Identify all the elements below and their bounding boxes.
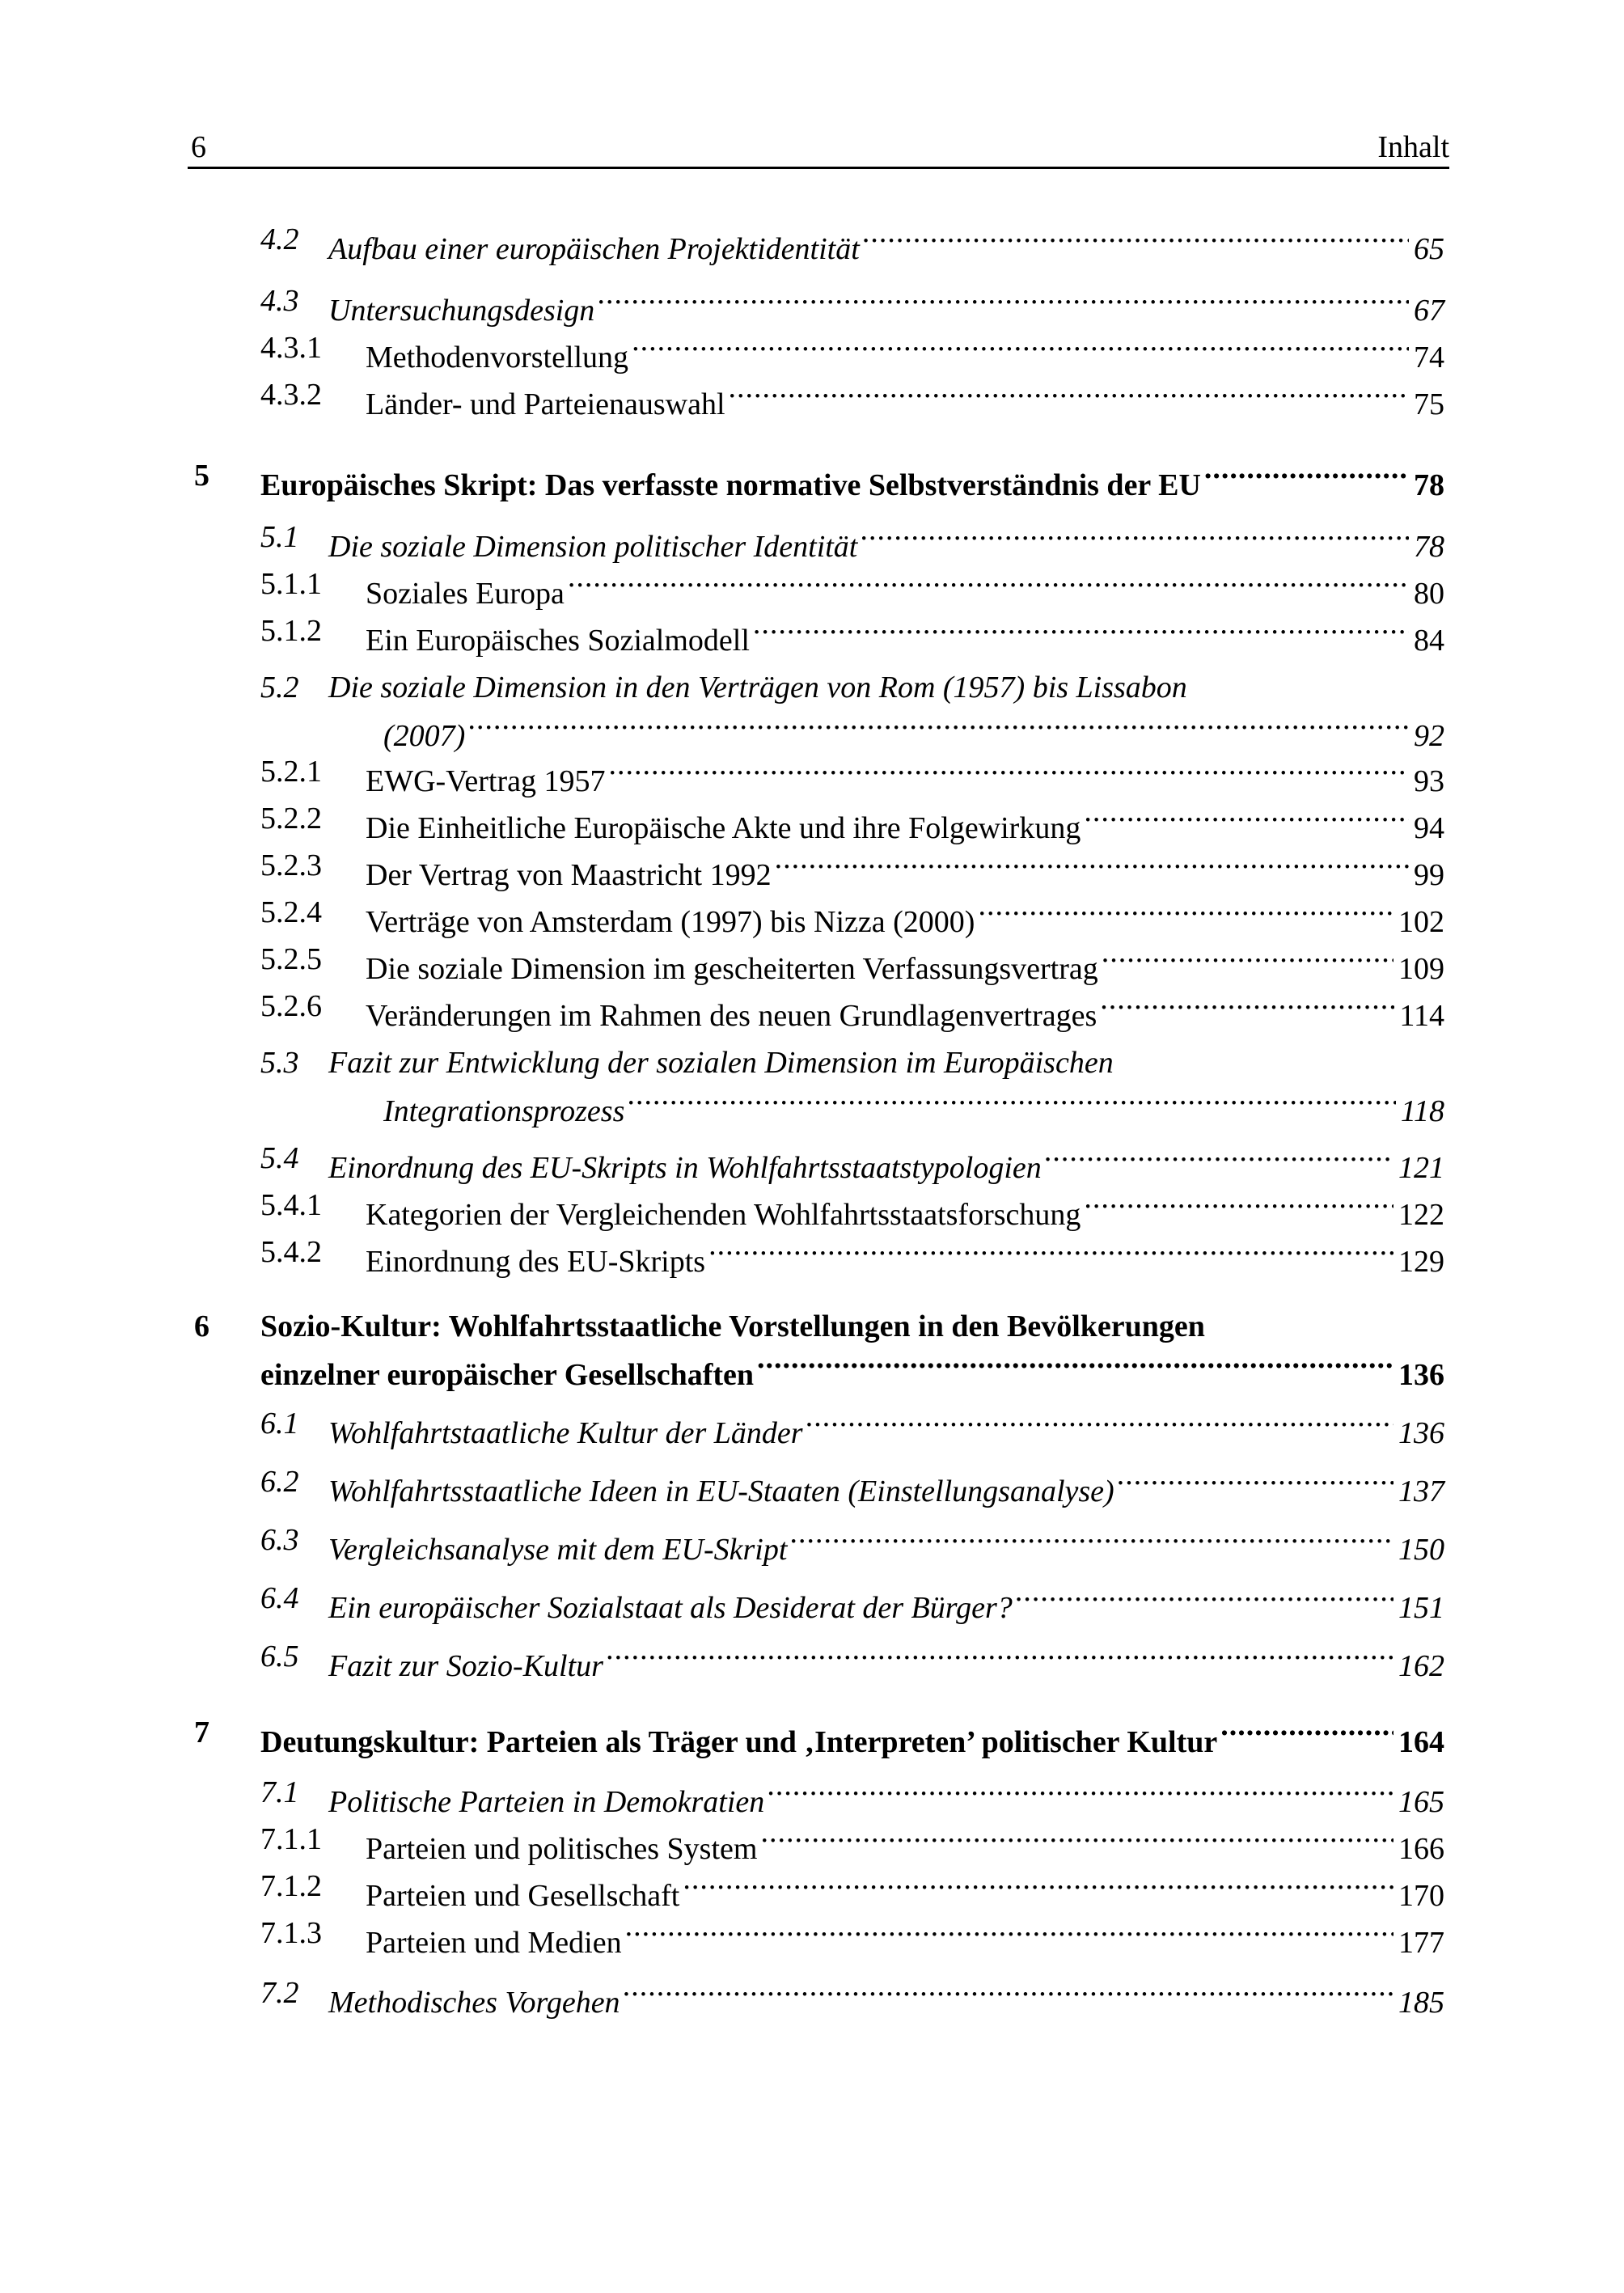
toc-title: Verträge von Amsterdam (1997) bis Nizza (2000) [366, 905, 975, 939]
toc-page: 75 [1414, 387, 1444, 421]
toc-entry-4-3-2[interactable] [366, 375, 1444, 424]
toc-page: 80 [1414, 577, 1444, 611]
toc-number-6-4: 6.4 [260, 1581, 299, 1615]
toc-number-4-3-2: 4.3.2 [260, 378, 322, 412]
toc-page: 94 [1414, 811, 1444, 845]
toc-title-line1: Fazit zur Entwicklung der sozialen Dimension im Europäischen [328, 1046, 1114, 1080]
toc-title: Parteien und Medien [366, 1926, 622, 1960]
dot-leader [861, 518, 1409, 556]
toc-page: 165 [1398, 1785, 1444, 1819]
toc-title: Ein Europäisches Sozialmodell [366, 624, 750, 658]
page-number: 6 [191, 130, 206, 164]
toc-page: 129 [1398, 1245, 1444, 1279]
toc-entry-7-1-1[interactable] [366, 1820, 1444, 1868]
toc-entry-5-1-2[interactable] [366, 611, 1444, 660]
toc-title-line2: Integrationsprozess [383, 1094, 625, 1128]
toc-chapter-number-5: 5 [194, 459, 209, 493]
toc-page: 136 [1398, 1358, 1444, 1392]
toc-title: Die Einheitliche Europäische Akte und ihre Folgewirkung [366, 811, 1081, 845]
toc-title: Aufbau einer europäischen Projektidentität [328, 232, 860, 266]
toc-page: 162 [1398, 1649, 1444, 1683]
toc-title: Wohlfahrtsstaatliche Ideen in EU-Staaten (Einstellungsanalyse) [328, 1474, 1114, 1508]
toc-entry-4-3-1[interactable] [366, 328, 1444, 377]
toc-entry-5-4-1[interactable] [366, 1186, 1444, 1234]
toc-title: Methodisches Vorgehen [328, 1986, 620, 2020]
toc-page: 121 [1398, 1151, 1444, 1185]
toc-page: 151 [1398, 1591, 1444, 1625]
toc-number-7-1-2: 7.1.2 [260, 1869, 322, 1903]
toc-number-5-2-1: 5.2.1 [260, 755, 322, 789]
toc-entry-6-2[interactable] [328, 1462, 1444, 1511]
toc-entry-5-1[interactable] [328, 518, 1444, 566]
toc-title: Vergleichsanalyse mit dem EU-Skript [328, 1533, 788, 1567]
toc-entry-6-4[interactable] [328, 1579, 1444, 1627]
toc-page: 118 [1400, 1094, 1444, 1128]
toc-entry-7-2[interactable] [328, 1974, 1444, 2022]
toc-entry-5-2-1[interactable] [366, 752, 1444, 801]
dot-leader [708, 1233, 1394, 1271]
toc-title: Veränderungen im Rahmen des neuen Grundlagenvertrages [366, 999, 1097, 1033]
dot-leader [468, 707, 1409, 746]
toc-entry-7-1-3[interactable] [366, 1914, 1444, 1962]
toc-number-6-2: 6.2 [260, 1465, 299, 1499]
toc-number-4-2: 4.2 [260, 222, 299, 256]
toc-page: 99 [1414, 858, 1444, 892]
toc-page: 74 [1414, 341, 1444, 374]
toc-number-6-5: 6.5 [260, 1639, 299, 1673]
running-title: Inhalt [1377, 130, 1449, 164]
dot-leader [628, 1082, 1395, 1121]
toc-entry-5-2[interactable] [383, 707, 1444, 755]
toc-entry-5-2-3[interactable] [366, 846, 1444, 895]
toc-number-5-4-2: 5.4.2 [260, 1235, 322, 1269]
toc-page: 102 [1398, 905, 1444, 939]
toc-entry-5-2-5[interactable] [366, 940, 1444, 988]
toc-page: 166 [1398, 1832, 1444, 1866]
dot-leader [1045, 1139, 1394, 1178]
toc-entry-5-3[interactable] [383, 1082, 1444, 1131]
toc-number-5-1-2: 5.1.2 [260, 614, 322, 648]
toc-page: 65 [1414, 232, 1444, 266]
toc-title: Soziales Europa [366, 577, 565, 611]
toc-title: Länder- und Parteienauswahl [366, 387, 725, 421]
toc-number-5-2-4: 5.2.4 [260, 895, 322, 929]
toc-number-5-2-2: 5.2.2 [260, 802, 322, 836]
dot-leader [1100, 987, 1394, 1026]
toc-number-5-1: 5.1 [260, 520, 299, 554]
toc-title: Deutungskultur: Parteien als Träger und ‚Interpreten’ politischer Kultur [260, 1725, 1218, 1759]
toc-title: Einordnung des EU-Skripts in Wohlfahrtsstaatstypologien [328, 1151, 1042, 1185]
toc-number-5-2: 5.2 [260, 671, 299, 704]
toc-title-line2: einzelner europäischer Gesellschaften [260, 1358, 755, 1392]
dot-leader [625, 1914, 1394, 1952]
toc-number-6-1: 6.1 [260, 1407, 299, 1441]
toc-number-7-2: 7.2 [260, 1976, 299, 2010]
dot-leader [1084, 1186, 1394, 1225]
toc-entry-7-1-2[interactable] [366, 1867, 1444, 1915]
toc-entry-4-2[interactable] [328, 220, 1444, 269]
toc-title: Fazit zur Sozio-Kultur [328, 1649, 603, 1683]
toc-title-line2: (2007) [383, 719, 466, 753]
dot-leader [729, 375, 1409, 414]
toc-entry-4-3[interactable] [328, 281, 1444, 330]
toc-page: 164 [1398, 1725, 1444, 1759]
toc-title: Einordnung des EU-Skripts [366, 1245, 706, 1279]
toc-title: Parteien und Gesellschaft [366, 1879, 680, 1913]
toc-page: 185 [1398, 1986, 1444, 2020]
dot-leader [568, 565, 1409, 603]
dot-leader [775, 846, 1409, 885]
toc-page: 137 [1398, 1474, 1444, 1508]
toc-page: 84 [1414, 624, 1444, 658]
toc-entry-6-1[interactable] [328, 1404, 1444, 1453]
toc-title: Europäisches Skript: Das verfasste normative Selbstverständnis der EU [260, 468, 1201, 502]
toc-entry-chapter-6[interactable] [260, 1346, 1444, 1394]
toc-number-5-1-1: 5.1.1 [260, 567, 322, 601]
dot-leader [609, 752, 1409, 791]
toc-page: 78 [1414, 530, 1444, 564]
dot-leader [863, 220, 1409, 259]
dot-leader [790, 1521, 1394, 1559]
toc-chapter-number-6: 6 [194, 1309, 209, 1343]
toc-number-5-2-3: 5.2.3 [260, 848, 322, 882]
dot-leader [624, 1974, 1394, 2012]
dot-leader [1016, 1579, 1394, 1618]
toc-number-4-3-1: 4.3.1 [260, 331, 322, 365]
toc-page: 93 [1414, 764, 1444, 798]
toc-number-6-3: 6.3 [260, 1523, 299, 1557]
toc-entry-5-2-6[interactable] [366, 987, 1444, 1035]
dot-leader [683, 1867, 1394, 1906]
toc-entry-5-4-2[interactable] [366, 1233, 1444, 1281]
dot-leader [760, 1820, 1394, 1859]
dot-leader [1204, 456, 1409, 495]
dot-leader [607, 1637, 1394, 1676]
toc-entry-6-3[interactable] [328, 1521, 1444, 1569]
toc-page: 92 [1414, 719, 1444, 753]
toc-title: Politische Parteien in Demokratien [328, 1785, 765, 1819]
toc-entry-6-5[interactable] [328, 1637, 1444, 1686]
dot-leader [1084, 799, 1409, 838]
dot-leader [806, 1404, 1394, 1443]
toc-title: Der Vertrag von Maastricht 1992 [366, 858, 772, 892]
dot-leader [1220, 1713, 1394, 1752]
toc-page: 177 [1398, 1926, 1444, 1960]
dot-leader [1118, 1462, 1394, 1501]
toc-title: Die soziale Dimension im gescheiterten Verfassungsvertrag [366, 952, 1098, 986]
dot-leader [757, 1346, 1394, 1385]
toc-title: Wohlfahrtstaatliche Kultur der Länder [328, 1416, 803, 1450]
toc-number-5-2-6: 5.2.6 [260, 989, 322, 1023]
toc-number-5-3: 5.3 [260, 1046, 299, 1080]
dot-leader [598, 281, 1409, 320]
dot-leader [978, 893, 1394, 932]
toc-page: 150 [1398, 1533, 1444, 1567]
dot-leader [632, 328, 1409, 367]
toc-number-7-1: 7.1 [260, 1775, 299, 1809]
dot-leader [1102, 940, 1394, 979]
toc-entry-5-2-4[interactable] [366, 893, 1444, 941]
toc-number-5-4-1: 5.4.1 [260, 1188, 322, 1222]
toc-page: 114 [1399, 999, 1444, 1033]
toc-page: 109 [1398, 952, 1444, 986]
toc-title: Ein europäischer Sozialstaat als Desiderat der Bürger? [328, 1591, 1013, 1625]
dot-leader [753, 611, 1409, 650]
toc-page: 136 [1398, 1416, 1444, 1450]
toc-number-4-3: 4.3 [260, 284, 299, 318]
toc-title: EWG-Vertrag 1957 [366, 764, 606, 798]
toc-number-7-1-1: 7.1.1 [260, 1822, 322, 1856]
toc-title: Parteien und politisches System [366, 1832, 758, 1866]
toc-page: 67 [1414, 294, 1444, 328]
toc-number-7-1-3: 7.1.3 [260, 1916, 322, 1950]
toc-page: 170 [1398, 1879, 1444, 1913]
toc-chapter-number-7: 7 [194, 1716, 209, 1749]
toc-title: Kategorien der Vergleichenden Wohlfahrtsstaatsforschung [366, 1198, 1081, 1232]
toc-entry-5-1-1[interactable] [366, 565, 1444, 613]
toc-entry-chapter-5[interactable] [260, 456, 1444, 505]
toc-title: Die soziale Dimension politischer Identität [328, 530, 858, 564]
toc-title: Methodenvorstellung [366, 341, 629, 374]
toc-number-5-4: 5.4 [260, 1141, 299, 1175]
toc-number-5-2-5: 5.2.5 [260, 942, 322, 976]
toc-title-line1: Die soziale Dimension in den Verträgen von Rom (1957) bis Lissabon [328, 671, 1187, 704]
toc-entry-5-2-2[interactable] [366, 799, 1444, 848]
toc-entry-5-4[interactable] [328, 1139, 1444, 1187]
toc-page: 78 [1414, 468, 1444, 502]
toc-page: 122 [1398, 1198, 1444, 1232]
toc-title: Untersuchungsdesign [328, 294, 595, 328]
toc-entry-chapter-7[interactable] [260, 1713, 1444, 1762]
toc-entry-7-1[interactable] [328, 1773, 1444, 1821]
dot-leader [768, 1773, 1394, 1812]
toc-title-line1: Sozio-Kultur: Wohlfahrtsstaatliche Vorstellungen in den Bevölkerungen [260, 1309, 1205, 1343]
